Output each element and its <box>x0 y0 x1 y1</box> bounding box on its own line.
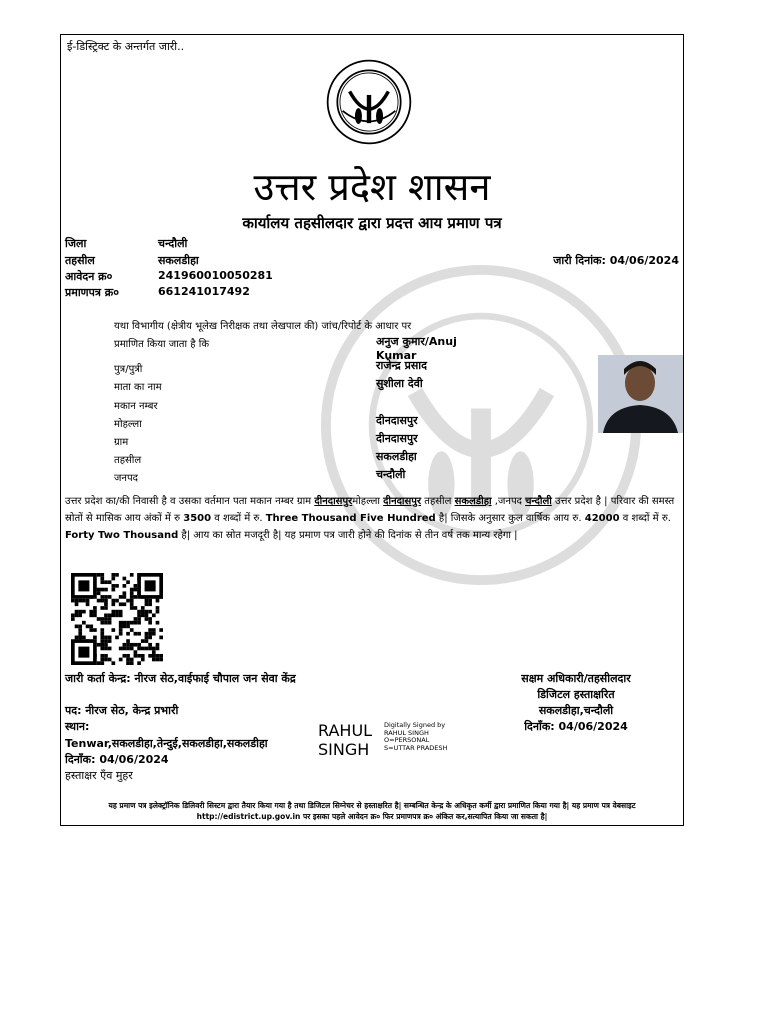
certificate-label: प्रमाणपत्र क्र० <box>65 286 119 299</box>
detail-label: पुत्र/पुत्री <box>114 364 143 375</box>
up-emblem-icon <box>325 58 413 146</box>
issuer-date: दिनाँक: 04/06/2024 <box>65 753 169 766</box>
detail-value: दीनदासपुर <box>376 432 418 445</box>
issuing-center: जारी कर्ता केन्द्र: नीरज सेठ,वाईफाई चौपाल जन सेवा केंद्र <box>65 672 296 685</box>
tehsil-value: सकलडीहा <box>158 254 199 267</box>
government-title: उत्तर प्रदेश शासन <box>253 165 491 209</box>
certificate-title: कार्यालय तहसीलदार द्वारा प्रदत्त आय प्रमाण पत्र <box>242 214 502 232</box>
issue-date: जारी दिनांक: 04/06/2024 <box>553 254 679 267</box>
detail-value: सुशीला देवी <box>376 377 423 390</box>
detail-label: माता का नाम <box>114 382 162 393</box>
place-value: Tenwar,सकलडीहा,तेन्दुई,सकलडीहा,सकलडीहा <box>65 737 268 750</box>
detail-label: ग्राम <box>114 437 129 448</box>
authority-title: सक्षम अधिकारी/तहसीलदार <box>521 672 631 685</box>
application-label: आवेदन क्र० <box>65 270 113 283</box>
authority-block <box>481 671 671 735</box>
detail-label: तहसील <box>114 455 142 466</box>
district-label: जिला <box>65 237 87 250</box>
detail-label: मोहल्ला <box>114 419 142 430</box>
detail-value: दीनदासपुर <box>376 414 418 427</box>
application-number: 241960010050281 <box>158 269 273 282</box>
intro-line-2: प्रमाणित किया जाता है कि <box>114 339 210 350</box>
header-note: ई-डिस्ट्रिक्ट के अन्तर्गत जारी.. <box>67 40 185 53</box>
applicant-name: अनुज कुमार/Anuj Kumar <box>376 335 457 362</box>
signature-seal-label: हस्ताक्षर एँव मुहर <box>65 769 133 782</box>
qr-code-icon <box>67 573 167 665</box>
authority-date: दिनाँक: 04/06/2024 <box>524 720 628 733</box>
detail-label: जनपद <box>114 473 138 484</box>
place-label: स्थान: <box>65 720 90 733</box>
detail-value: राजेन्द्र प्रसाद <box>376 359 427 372</box>
certificate-number: 661241017492 <box>158 285 250 298</box>
detail-value: चन्दौली <box>376 468 406 481</box>
applicant-photo <box>598 355 683 433</box>
detail-label: मकान नम्बर <box>114 401 158 412</box>
certificate-body: उत्तर प्रदेश का/की निवासी है व उसका वर्तमान पता मकान नम्बर ग्राम दीनदासपुरमोहल्ला दीनदासपुर तहसील सकलडीहा ,जनपद चन्दौली उत्तर प्रदेश है | परिवार की समस्त स्रोतों से मासिक आय अंकों में रु 3500 व शब्दों में रु. Three Thousand Five Hundred है| जिसके अनुसार कुल वार्षिक आय रु. 42000 व शब्दों में रु. Forty Two Thousand है| आय का स्रोत मजदूरी है| यह प्रमाण पत्र जारी होने की दिनांक से तीन वर्ष तक मान्य रहेगा | <box>65 496 675 541</box>
footer-note: यह प्रमाण पत्र इलेक्ट्रॉनिक डिलिवरी सिस्टम द्वारा तैयार किया गया है तथा डिजिटल सिग्नेचर से हस्ताक्षरित है| सम्बन्धित केन्द्र के अधिकृत कर्मी द्वारा प्रमाणित किया गया है| यह प्रमाण पत्र वेबसाइट http://edistrict.up.gov.in पर इसका पहले आवेदन क्र० फिर प्रमाणपत्र क्र० अंकित कर,सत्यापित किया जा सकता है| <box>108 801 636 821</box>
issuer-post: पद: नीरज सेठ, केन्द्र प्रभारी <box>65 704 179 717</box>
digital-signature-name: RAHUL SINGH <box>318 721 373 759</box>
digital-signature-details: Digitally Signed by RAHUL SINGH O=PERSONAL S=UTTAR PRADESH <box>384 721 448 752</box>
intro-line-1: यथा विभागीय (क्षेत्रीय भूलेख निरीक्षक तथा लेखपाल की) जांच/रिपोर्ट के आधार पर <box>114 321 412 332</box>
district-value: चन्दौली <box>158 237 188 250</box>
detail-value: सकलडीहा <box>376 450 417 463</box>
certificate-document <box>60 34 684 826</box>
authority-location: सकलडीहा,चन्दौली <box>538 704 614 717</box>
tehsil-label: तहसील <box>65 254 95 267</box>
authority-digital: डिजिटल हस्ताक्षरित <box>537 688 615 701</box>
